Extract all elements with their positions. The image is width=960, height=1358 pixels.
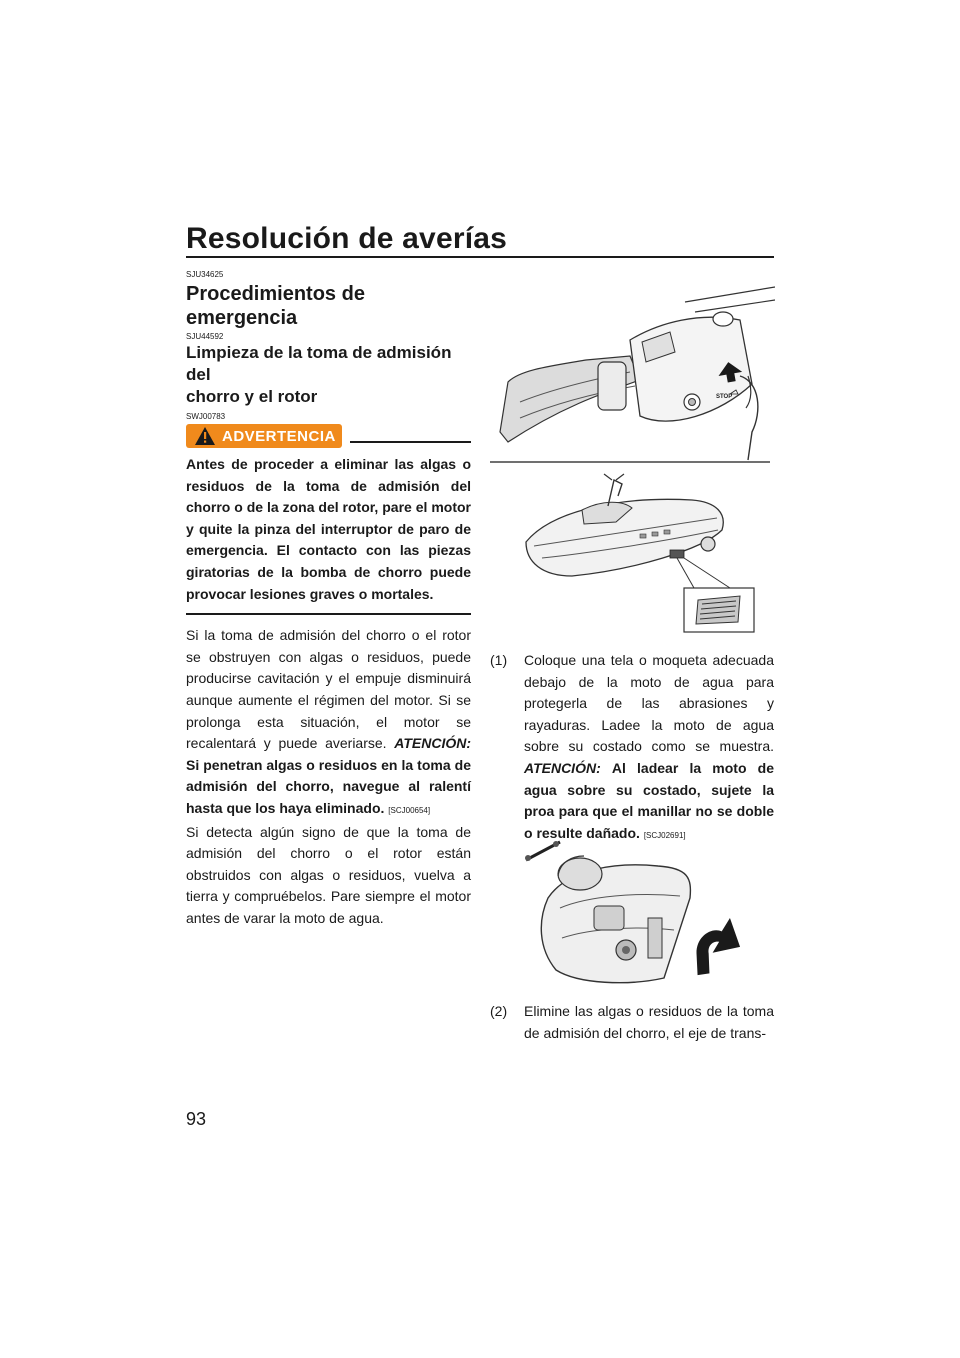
page-number: 93: [186, 1109, 207, 1129]
atencion-text: Si penetran algas o residuos en la toma de admisión del chorro, navegue al ralentí hasta que los haya eliminado.: [186, 756, 471, 816]
paragraph-1: [186, 625, 471, 821]
step-1-atencion-label: ATENCIÓN:: [524, 759, 601, 776]
left-column: [186, 270, 471, 929]
list-item-1-number: (1): [490, 652, 508, 668]
step-1-atencion-text: Al ladear la moto de agua sobre su costado, sujete la proa para que el manillar no se doble o resulte dañado.: [524, 759, 774, 841]
list-item-2-text: Elimine las algas o residuos de la toma de admisión del chorro, el eje de trans-: [524, 1003, 774, 1041]
step-1-text: Coloque una tela o moqueta adecuada debajo de la moto de agua para protegerla de las abrasiones y rayaduras. Ladee la moto de agua sobre su costado como se muestra.: [524, 652, 774, 755]
list-item-2: [490, 1001, 774, 1044]
section-title: Procedimientos de emergencia: [186, 283, 365, 329]
watercraft-side-illustration: [512, 470, 762, 635]
warning-text: Antes de proceder a eliminar las algas o residuos de la toma de admisión del chorro o de la zona del rotor, pare el motor y quite la pinza del interruptor de paro de emergencia. El contacto con las piezas giratorias de la bomba de chorro puede provocar lesiones graves o mortales.: [186, 456, 471, 602]
warning-title: ADVERTENCIA: [222, 427, 336, 445]
list-item-1: [490, 650, 774, 846]
section-code: SJU34625: [186, 270, 224, 279]
paragraph-1-text: Si la toma de admisión del chorro o el rotor se obstruyen con algas o residuos, puede producirse cavitación y el empuje disminuirá aunque aumente el régimen del motor. Si se prolonga esta situación, el motor se recalentará y puede averiarse.: [186, 627, 471, 752]
stop-label: STOP: [716, 394, 733, 400]
warning-triangle-icon: [194, 426, 216, 446]
page-header-title: Resolución de averías: [186, 222, 508, 255]
handlebar-illustration: [490, 282, 775, 464]
warning-header: [186, 424, 471, 450]
warning-bottom-rule: [186, 613, 471, 615]
header-rule: [186, 256, 774, 258]
watercraft-tilted-illustration: [508, 838, 753, 988]
warning-code: SWJ00783: [186, 412, 226, 421]
atencion-label: ATENCIÓN:: [394, 735, 472, 752]
step-1-reference-code: [SCJ02691]: [643, 830, 686, 840]
paragraph-2: Si detecta algún signo de que la toma de admisión del chorro o el rotor están obstruidos con algas o residuos, vuelva a tierra y compruébelos. Pare siempre el motor antes de varar la moto de agua.: [186, 823, 471, 926]
subsection-code: SJU44592: [186, 332, 224, 341]
subsection-title-line2: chorro y el rotor: [186, 387, 318, 406]
warning-top-rule: [350, 441, 471, 443]
warning-badge: [186, 424, 342, 448]
subsection-title: [186, 342, 471, 408]
list-item-2-number: (2): [490, 1003, 508, 1019]
subsection-title-line1: Limpieza de la toma de admisión del: [186, 343, 452, 384]
list-item-1-text: [524, 650, 774, 846]
reference-code: [SCJ00654]: [388, 805, 431, 815]
